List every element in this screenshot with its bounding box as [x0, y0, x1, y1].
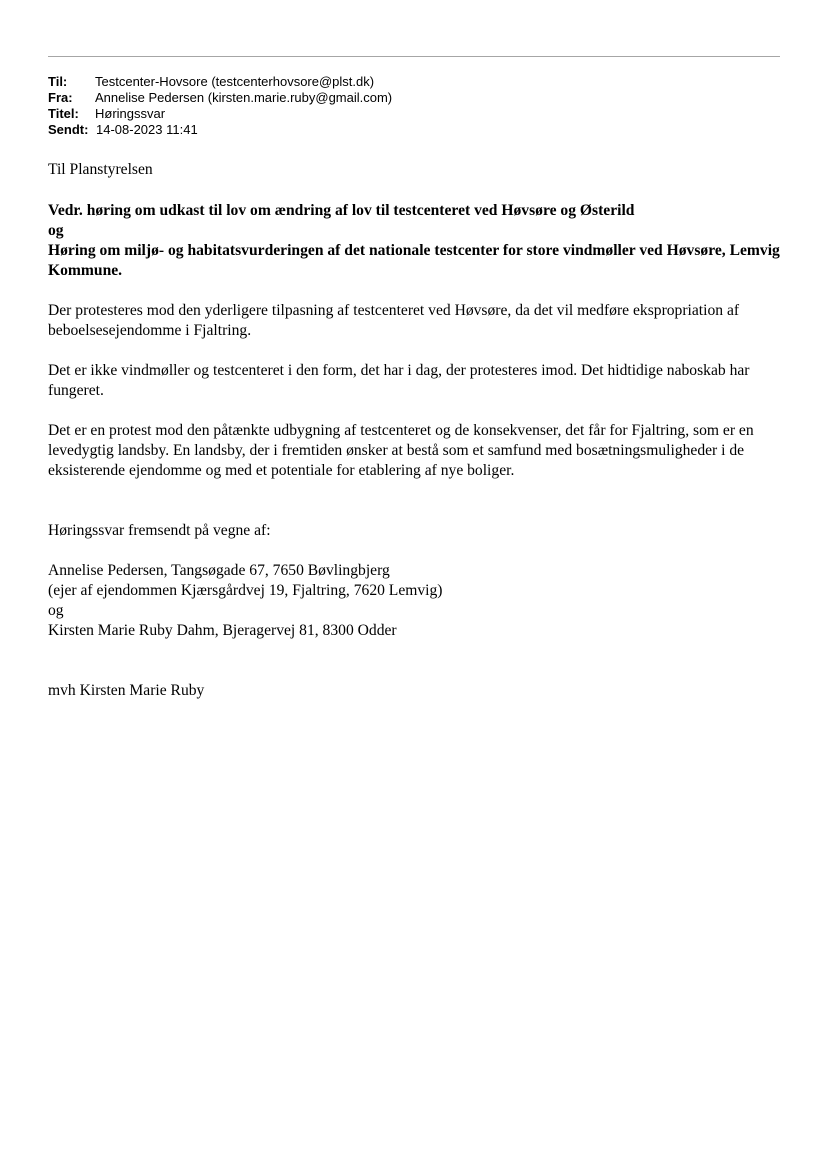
- signer-line: (ejer af ejendommen Kjærsgårdvej 19, Fjaltring, 7620 Lemvig): [48, 582, 443, 599]
- signer-line: Kirsten Marie Ruby Dahm, Bjeragervej 81, 8300 Odder: [48, 622, 397, 639]
- to-value: Testcenter-Hovsore (testcenterhovsore@plst.dk): [95, 74, 375, 89]
- title-row: [48, 106, 392, 122]
- to-row: [48, 74, 392, 90]
- subject-line: Vedr. høring om udkast til lov om ændring af lov til testcenteret ved Høvsøre og Østerild: [48, 202, 635, 219]
- header-divider: [48, 56, 780, 57]
- subject-block: [48, 201, 783, 281]
- letter-body: [48, 160, 783, 701]
- signer-list: [48, 561, 783, 641]
- signer-line: Annelise Pedersen, Tangsøgade 67, 7650 Bøvlingbjerg: [48, 562, 390, 579]
- body-paragraph: Der protesteres mod den yderligere tilpasning af testcenteret ved Høvsøre, da det vil medføre ekspropriation af beboelsesejendomme i Fjaltring.: [48, 302, 740, 339]
- subject-line: og: [48, 222, 64, 239]
- body-paragraph: Det er en protest mod den påtænkte udbygning af testcenteret og de konsekvenser, det får for Fjaltring, som er en levedygtig landsby. En landsby, der i fremtiden ønsker at bestå som et samfund med bosætningsmuligheder i de eksisterende ejendomme og med et potentiale for etablering af nye boliger.: [48, 422, 754, 479]
- greeting: Til Planstyrelsen: [48, 161, 153, 178]
- title-value: Høringssvar: [95, 106, 166, 121]
- email-header: [48, 74, 392, 138]
- body-paragraph: Det er ikke vindmøller og testcenteret i den form, det har i dag, der protesteres imod. Det hidtidige naboskab har fungeret.: [48, 362, 750, 399]
- from-row: [48, 90, 392, 106]
- sent-value: 14-08-2023 11:41: [96, 122, 198, 137]
- title-label: Titel:: [48, 106, 79, 121]
- from-value: Annelise Pedersen (kirsten.marie.ruby@gmail.com): [95, 90, 393, 105]
- sent-row: [48, 122, 392, 138]
- signer-line: og: [48, 602, 64, 619]
- from-label: Fra:: [48, 90, 73, 105]
- sent-label: Sendt:: [48, 122, 89, 137]
- closing: mvh Kirsten Marie Ruby: [48, 682, 205, 699]
- subject-line: Høring om miljø- og habitatsvurderingen af det nationale testcenter for store vindmøller ved Høvsøre, Lemvig Kommune.: [48, 242, 780, 279]
- to-label: Til:: [48, 74, 68, 89]
- sent-on-behalf: Høringssvar fremsendt på vegne af:: [48, 522, 271, 539]
